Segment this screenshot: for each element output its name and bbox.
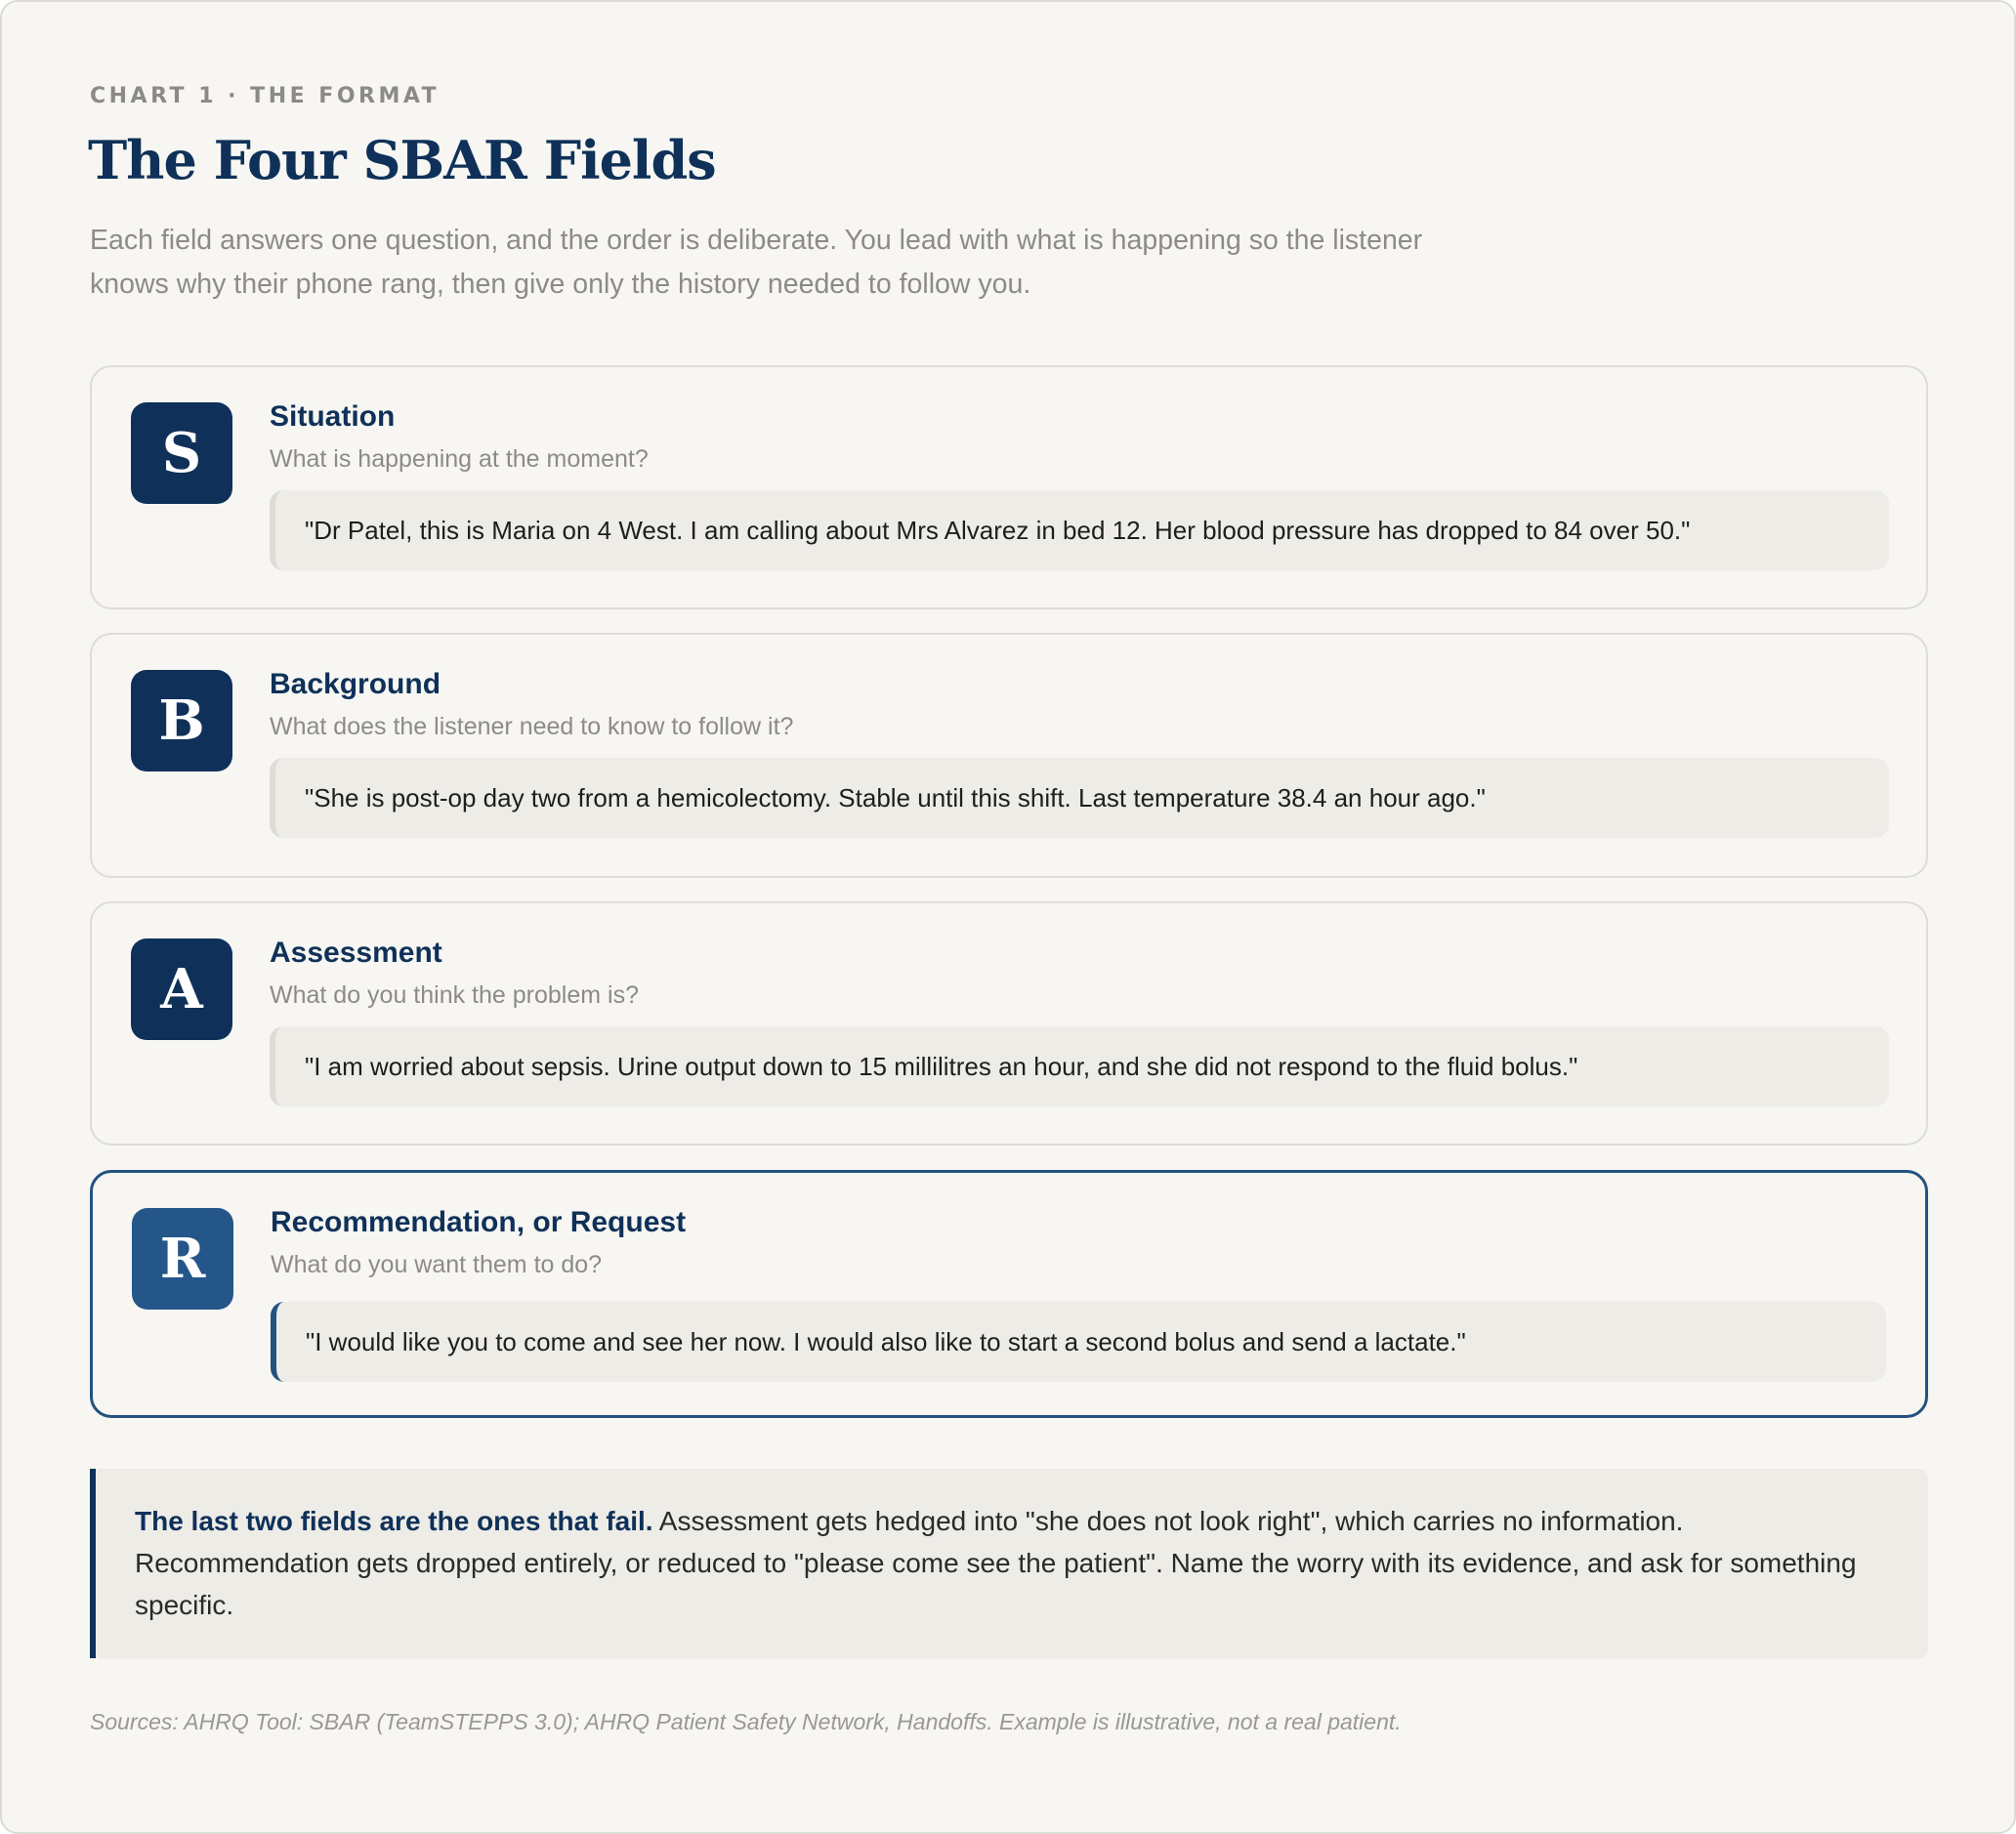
letter-badge-s: S xyxy=(131,402,232,504)
example-quote: "I would like you to come and see her now. I would also like to start a second bolus and send a lactate." xyxy=(271,1302,1886,1382)
field-question: What do you think the problem is? xyxy=(270,981,639,1009)
example-quote: "Dr Patel, this is Maria on 4 West. I am calling about Mrs Alvarez in bed 12. Her blood pressure has dropped to 84 over 50." xyxy=(270,490,1889,570)
field-name: Assessment xyxy=(270,937,442,969)
field-background xyxy=(90,633,1928,878)
field-name: Recommendation, or Request xyxy=(271,1206,687,1238)
callout-body: Assessment gets hedged into "she does not look right", which carries no information. Recommendation gets dropped entirely, or reduced to "please come see the patient". Name the worry with its evidence, and ask for something specific. xyxy=(135,1506,1857,1620)
letter-badge-b: B xyxy=(131,670,232,771)
sources-footnote: Sources: AHRQ Tool: SBAR (TeamSTEPPS 3.0); AHRQ Patient Safety Network, Handoffs. Example is illustrative, not a real patient. xyxy=(90,1709,1402,1734)
letter-badge-r: R xyxy=(132,1208,233,1310)
field-question: What do you want them to do? xyxy=(271,1251,603,1278)
field-question: What does the listener need to know to follow it? xyxy=(270,713,794,740)
example-quote: "She is post-op day two from a hemicolectomy. Stable until this shift. Last temperature 38.4 an hour ago." xyxy=(270,758,1889,838)
callout-note xyxy=(90,1469,1928,1658)
field-name: Situation xyxy=(270,400,396,433)
example-quote: "I am worried about sepsis. Urine output down to 15 millilitres an hour, and she did not respond to the fluid bolus." xyxy=(270,1026,1889,1106)
eyebrow-label: CHART 1 · THE FORMAT xyxy=(90,84,441,108)
page-title: The Four SBAR Fields xyxy=(88,129,716,191)
letter-badge-a: A xyxy=(131,938,232,1040)
field-question: What is happening at the moment? xyxy=(270,445,649,473)
field-name: Background xyxy=(270,668,441,700)
callout-lead: The last two fields are the ones that fail. xyxy=(135,1506,653,1536)
field-assessment xyxy=(90,901,1928,1146)
field-situation xyxy=(90,365,1928,609)
field-recommendation xyxy=(90,1170,1928,1418)
intro-paragraph: Each field answers one question, and the order is deliberate. You lead with what is happening so the listener knows why their phone rang, then give only the history needed to follow you. xyxy=(90,225,1423,300)
